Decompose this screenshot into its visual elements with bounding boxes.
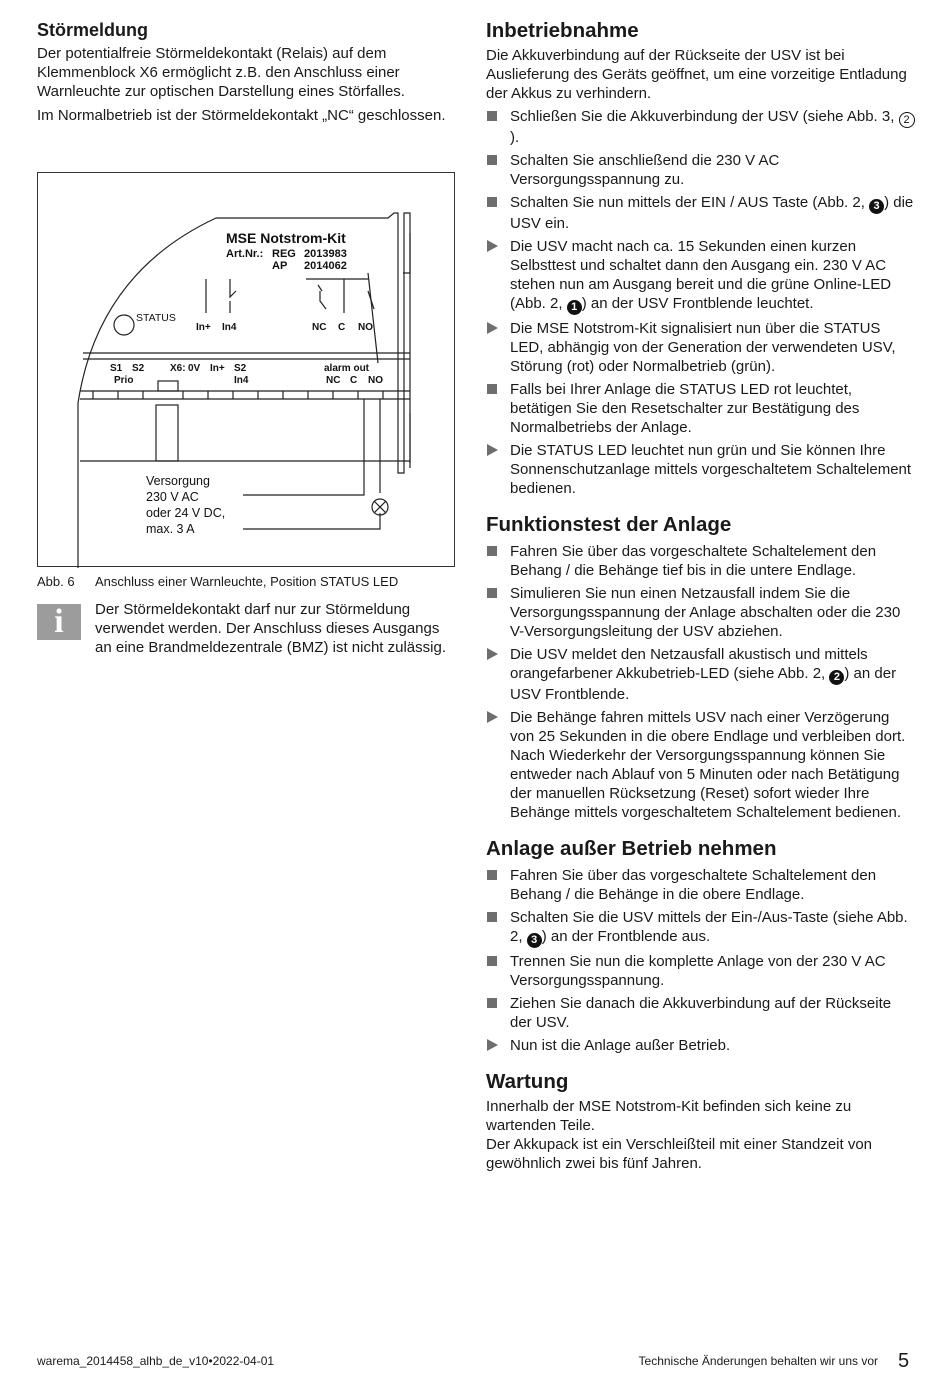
left-column <box>37 18 447 125</box>
square-bullet-icon <box>487 956 497 966</box>
fig-c2: C <box>350 375 358 386</box>
badge-number: 2 <box>899 112 915 128</box>
list-item: Schalten Sie anschließend die 230 V AC Versorgungsspannung zu. <box>486 151 916 189</box>
section-title-stoermeldung: Störmeldung <box>37 20 148 40</box>
section-title: Anlage außer Betrieb nehmen <box>486 837 777 860</box>
footer-doc-id: warema_2014458_alhb_de_v10•2022-04-01 <box>37 1354 275 1368</box>
paragraph: Die Akkuverbindung auf der Rückseite der USV ist bei Auslieferung des Geräts geöffnet, um eine vorzeitige Entladung der Akkus zu verhindern. <box>486 47 907 102</box>
fig-in4b: In4 <box>234 375 249 386</box>
section-title: Inbetriebnahme <box>486 19 639 42</box>
fig-art-label: Art.Nr.: <box>226 248 264 260</box>
square-bullet-icon <box>487 384 497 394</box>
paragraph: Im Normalbetrieb ist der Störmeldekontakt „NC“ geschlossen. <box>37 107 446 124</box>
section-title: Funktionstest der Anlage <box>486 513 732 536</box>
list-item: Fahren Sie über das vorgeschaltete Schaltelement den Behang / die Behänge in die obere Endlage. <box>486 866 916 904</box>
square-bullet-icon <box>487 546 497 556</box>
list-item: Ziehen Sie danach die Akkuverbindung auf der Rückseite der USV. <box>486 994 916 1032</box>
square-bullet-icon <box>487 588 497 598</box>
fig-ap-nr: 2014062 <box>304 260 347 272</box>
section-funktionstest <box>486 512 916 822</box>
list-item: Die USV meldet den Netzausfall akustisch und mittels orangefarbener Akkubetrieb-LED (siehe Abb. 2, 2 ) an der USV Frontblende. <box>486 645 916 704</box>
step-list <box>486 107 916 498</box>
list-item: Falls bei Ihrer Anlage die STATUS LED rot leuchtet, betätigen Sie den Resetschalter zur Bestätigung des Normalbetriebs der Anlage. <box>486 380 916 437</box>
info-note <box>37 600 457 657</box>
caption-number: Abb. 6 <box>37 574 75 589</box>
list-item: Nun ist die Anlage außer Betrieb. <box>486 1036 916 1055</box>
step-list <box>486 866 916 1055</box>
fig-no2: NO <box>368 375 383 386</box>
badge-number: 1 <box>567 300 582 315</box>
list-item: Schalten Sie die USV mittels der Ein-/Aus-Taste (siehe Abb. 2, 3 ) an der Frontblende aus. <box>486 908 916 948</box>
list-item: Schalten Sie nun mittels der EIN / AUS Taste (Abb. 2, 3 ) die USV ein. <box>486 193 916 233</box>
arrow-bullet-icon <box>487 1039 498 1051</box>
arrow-bullet-icon <box>487 648 498 660</box>
fig-in-plus: In+ <box>196 322 211 333</box>
square-bullet-icon <box>487 111 497 121</box>
section-ausser-betrieb <box>486 836 916 1055</box>
list-item: Simulieren Sie nun einen Netzausfall indem Sie die Versorgungsspannung der Anlage abschalten oder die 230 V-Versorgungsleitung der USV abziehen. <box>486 584 916 641</box>
list-item: Trennen Sie nun die komplette Anlage von der 230 V AC Versorgungsspannung. <box>486 952 916 990</box>
fig-versorgung-3: oder 24 V DC, <box>146 506 226 520</box>
section-wartung <box>486 1069 916 1173</box>
square-bullet-icon <box>487 155 497 165</box>
badge-number: 3 <box>869 199 884 214</box>
fig-ap: AP <box>272 260 288 272</box>
fig-nc: NC <box>312 322 327 333</box>
fig-in-plus2: In+ <box>210 363 225 374</box>
fig-reg-nr: 2013983 <box>304 248 347 260</box>
fig-0v: 0V <box>188 363 201 374</box>
caption-text: Anschluss einer Warnleuchte, Position STATUS LED <box>95 574 399 589</box>
right-column <box>486 18 916 1187</box>
fig-no: NO <box>358 322 373 333</box>
paragraph: Der Akkupack ist ein Verschleißteil mit einer Standzeit von gewöhnlich zwei bis fünf Jahren. <box>486 1136 873 1172</box>
arrow-bullet-icon <box>487 444 498 456</box>
fig-alarm: alarm out <box>324 363 370 374</box>
arrow-bullet-icon <box>487 322 498 334</box>
square-bullet-icon <box>487 998 497 1008</box>
fig-versorgung-2: 230 V AC <box>146 490 199 504</box>
fig-nc2: NC <box>326 375 341 386</box>
list-item: Die STATUS LED leuchtet nun grün und Sie können Ihre Sonnenschutzanlage mittels vorgeschaltetem Schaltelement bedienen. <box>486 441 916 498</box>
paragraph: Der potentialfreie Störmeldekontakt (Relais) auf dem Klemmenblock X6 ermöglicht z.B. den Anschluss einer Warnleuchte zur optischen Darstellung eines Störfalles. <box>37 45 405 100</box>
list-item: Fahren Sie über das vorgeschaltete Schaltelement den Behang / die Behänge tief bis in die untere Endlage. <box>486 542 916 580</box>
fig-prio: Prio <box>114 375 134 386</box>
footer-disclaimer: Technische Änderungen behalten wir uns vor <box>638 1354 878 1368</box>
square-bullet-icon <box>487 870 497 880</box>
fig-title: MSE Notstrom-Kit <box>226 230 346 246</box>
wiring-diagram <box>37 172 455 567</box>
fig-reg: REG <box>272 248 296 260</box>
square-bullet-icon <box>487 912 497 922</box>
fig-versorgung-1: Versorgung <box>146 474 210 488</box>
fig-c: C <box>338 322 346 333</box>
fig-versorgung-4: max. 3 A <box>146 522 195 536</box>
square-bullet-icon <box>487 197 497 207</box>
arrow-bullet-icon <box>487 711 498 723</box>
arrow-bullet-icon <box>487 240 498 252</box>
wiring-diagram-drawing <box>38 173 456 568</box>
badge-number: 2 <box>829 670 844 685</box>
paragraph: Innerhalb der MSE Notstrom-Kit befinden sich keine zu wartenden Teile. <box>486 1098 852 1134</box>
figure-caption <box>37 574 457 590</box>
fig-s1: S1 <box>110 363 123 374</box>
step-list <box>486 542 916 822</box>
fig-status-label: STATUS <box>136 312 176 324</box>
info-icon: i <box>37 604 81 640</box>
list-item: Die USV macht nach ca. 15 Sekunden einen kurzen Selbsttest und schaltet dann den Ausgang ein. 230 V AC stehen nun am Ausgang bereit und die grüne Online-LED (Abb. 2, 1 ) an der USV Frontblende leuchtet. <box>486 237 916 315</box>
badge-number: 3 <box>527 933 542 948</box>
fig-x6: X6: <box>170 363 186 374</box>
list-item: Die Behänge fahren mittels USV nach einer Verzögerung von 25 Sekunden in die obere Endlage und verbleiben dort. Nach Wiederkehr der Versorgungsspannung können Sie entweder nach Ablauf von 5 Minuten oder nach Betätigung der manuellen Rücksetzung (Reset) sofort wieder Ihre Behänge mittels vorgeschaltetem Schaltelement bedienen. <box>486 708 916 822</box>
fig-in4: In4 <box>222 322 237 333</box>
fig-s2b: S2 <box>234 363 247 374</box>
section-inbetriebnahme <box>486 18 916 498</box>
info-text: Der Störmeldekontakt darf nur zur Störmeldung verwendet werden. Der Anschluss dieses Ausgangs an eine Brandmeldezentrale (BMZ) ist nicht zulässig. <box>95 601 446 656</box>
list-item: Die MSE Notstrom-Kit signalisiert nun über die STATUS LED, abhängig von der Generation der verwendeten USV, Störung (rot) oder Normalbetrieb (grün). <box>486 319 916 376</box>
fig-s2: S2 <box>132 363 145 374</box>
list-item: Schließen Sie die Akkuverbindung der USV (siehe Abb. 3, 2). <box>486 107 916 147</box>
section-title: Wartung <box>486 1070 569 1093</box>
page-number: 5 <box>898 1350 910 1372</box>
